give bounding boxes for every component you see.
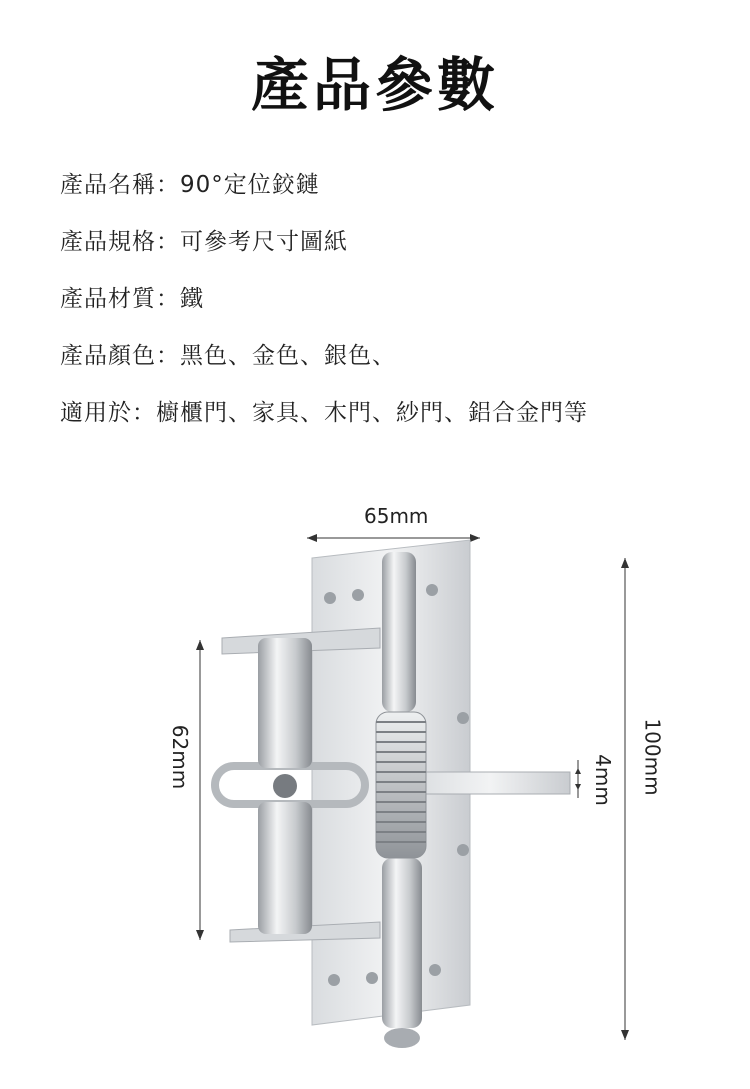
- hinge-roller: [258, 638, 312, 934]
- spec-list: [60, 168, 588, 453]
- spec-label: 產品規格：: [60, 229, 180, 255]
- spec-row-usage: [60, 396, 588, 453]
- dimension-label-62mm: 62mm: [168, 724, 193, 790]
- dimension-100mm: [621, 558, 629, 1040]
- hinge-spring: [376, 712, 426, 858]
- dimension-label-65mm: 65mm: [364, 504, 429, 528]
- page-title: 產品參數: [250, 51, 499, 119]
- spec-row-name: [60, 168, 588, 225]
- spec-label: 產品材質：: [60, 286, 180, 312]
- spec-label: 產品顏色：: [60, 343, 180, 369]
- spec-value: 黑色、金色、銀色、: [180, 343, 396, 369]
- dimension-65mm: [307, 534, 480, 542]
- hinge-illustration: [0, 490, 750, 1085]
- dimension-label-100mm: 100mm: [640, 718, 665, 796]
- spec-row-color: [60, 339, 588, 396]
- spec-value: 90°定位鉸鏈: [180, 172, 320, 198]
- spec-value: 鐵: [180, 286, 204, 312]
- dimension-label-4mm: 4mm: [590, 754, 615, 806]
- spec-label: 適用於：: [60, 400, 156, 426]
- hinge-diagram: [0, 490, 750, 1085]
- spec-row-size: [60, 225, 588, 282]
- dimension-4mm: [575, 760, 581, 798]
- spec-label: 產品名稱：: [60, 172, 180, 198]
- spec-value: 可參考尺寸圖紙: [180, 229, 348, 255]
- dimension-62mm: [196, 640, 204, 940]
- spec-row-material: [60, 282, 588, 339]
- spec-value: 櫥櫃門、家具、木門、紗門、鋁合金門等: [156, 400, 588, 426]
